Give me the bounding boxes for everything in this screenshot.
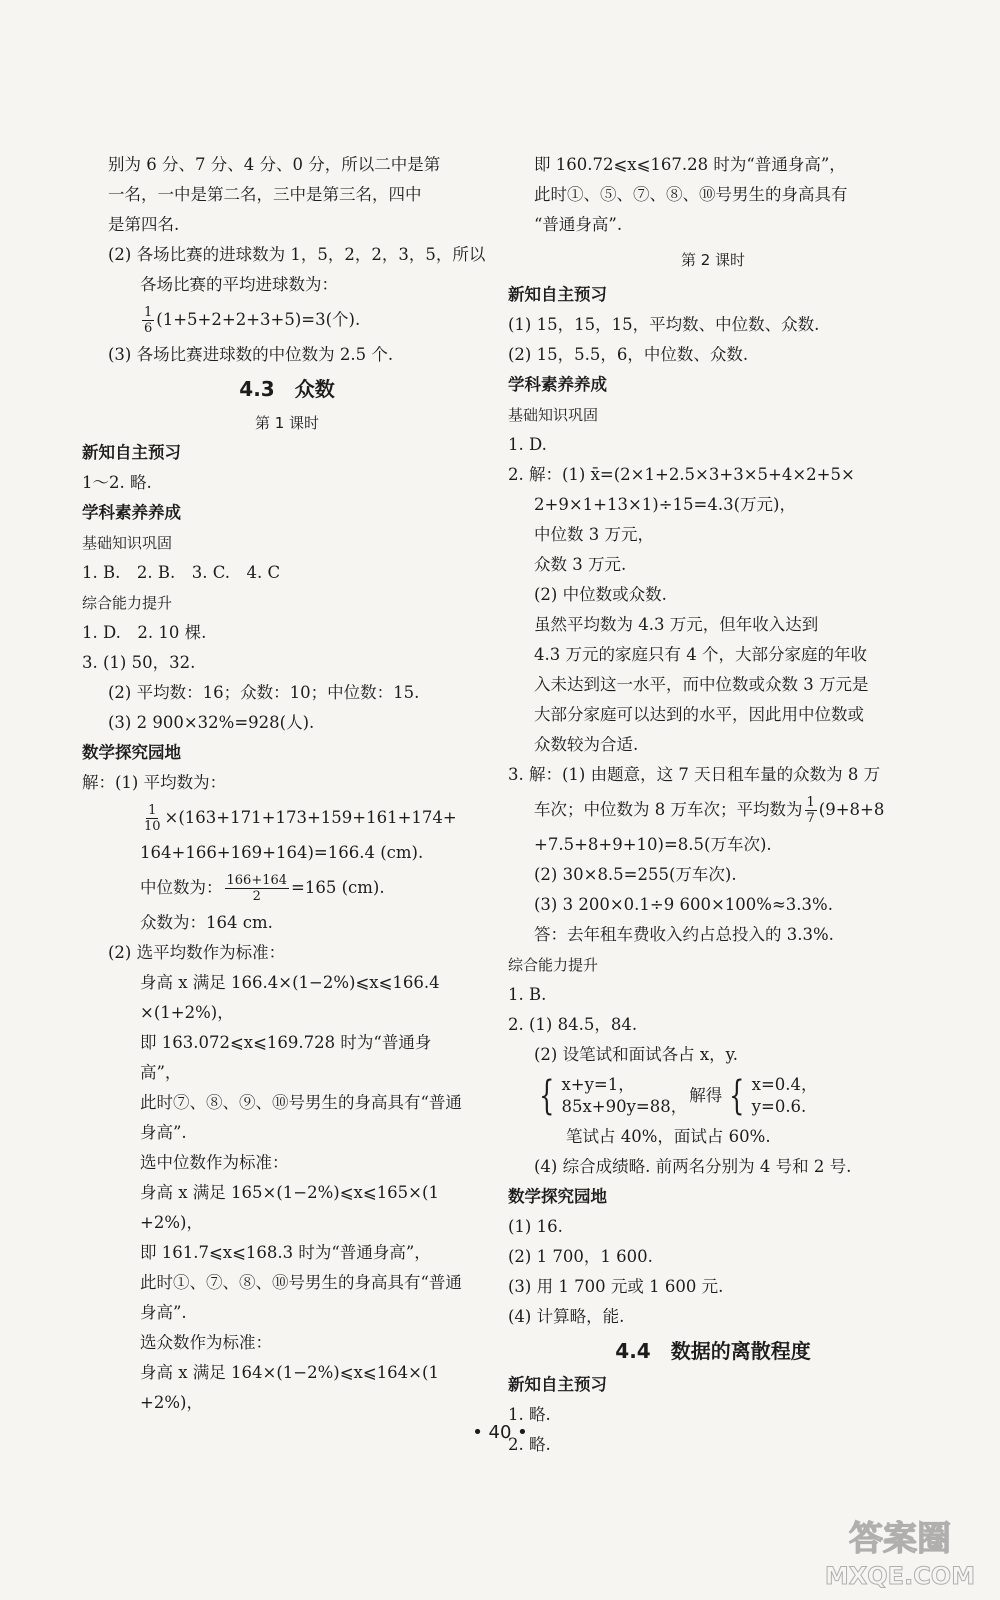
text-line: (2) 中位数或众数. [534,585,667,604]
text-line: 一名，一中是第二名，三中是第三名，四中 [108,185,422,204]
brace-icon: { [729,1073,745,1119]
text-line: ×(1+2%)， [140,1003,234,1022]
text-line: 虽然平均数为 4.3 万元，但年收入达到 [534,615,819,634]
text-line: +7.5+8+9+10)=8.5(万车次). [534,835,772,854]
watermark-url: MXQE.COM [824,1562,976,1590]
fraction: $\frac{1}{7}$ [806,794,815,826]
text-line: 是第四名. [108,215,180,234]
text-line: (1) 16. [508,1217,563,1236]
section-heading: 数学探究园地 [82,743,181,762]
text-line: 身高 x 满足 166.4×(1−2%)⩽x⩽166.4 [140,973,440,992]
text-line: (3) 2 900×32%=928(人). [108,713,315,732]
text-line: 选中位数作为标准： [140,1153,289,1172]
text-line: 身高 x 满足 164×(1−2%)⩽x⩽164×(1 [140,1363,439,1382]
subheading: 综合能力提升 [508,956,599,974]
left-column [82,150,492,1418]
equation-system: { x+y=1， 85x+90y=88， 解得 { x=0.4， y=0.6. [508,1070,918,1122]
lesson-title: 第 1 课时 [254,414,320,432]
text-line: 2. 略. [508,1435,551,1454]
text-line: 2. (1) 84.5，84. [508,1015,638,1034]
text-line: 1. D. 2. 10 棵. [82,623,207,642]
text-line: 此时①、⑦、⑧、⑩号男生的身高具有“普通 [140,1273,462,1292]
text-line: 别为 6 分、7 分、4 分、0 分，所以二中是第 [108,155,441,174]
text-line: (3) 用 1 700 元或 1 600 元. [508,1277,724,1296]
text-line: (2) 30×8.5=255(万车次). [534,865,737,884]
text-line: 身高 x 满足 165×(1−2%)⩽x⩽165×(1 [140,1183,439,1202]
text-line: 3. (1) 50，32. [82,653,196,672]
watermark-logo [815,1512,985,1592]
text-line: 各场比赛的平均进球数为： [140,275,338,294]
text-line: (4) 计算略，能. [508,1307,625,1326]
subheading: 综合能力提升 [82,594,173,612]
text-line: 此时⑦、⑧、⑨、⑩号男生的身高具有“普通 [140,1093,462,1112]
text-line: 众数较为合适. [534,735,639,754]
page-number: • 40 • [472,1422,528,1443]
section-heading: 新知自主预习 [508,1375,607,1394]
text-line: 身高”. [140,1123,187,1142]
text-line: (3) 3 200×0.1÷9 600×100%≈3.3%. [534,895,833,914]
text-line: 1. D. [508,435,547,454]
text-line: 解：(1) 平均数为： [82,773,227,792]
text-line: +2%)， [140,1213,203,1232]
text-line: 2. 解：(1) x̄=(2×1+2.5×3+3×5+4×2+5× [508,465,855,484]
text-line: (1) 15，15，15，平均数、中位数、众数. [508,315,820,334]
text-line: (2) 选平均数作为标准： [108,943,286,962]
right-column [508,150,918,1460]
text-line: 3. 解：(1) 由题意，这 7 天日租车量的众数为 8 万 [508,765,881,784]
text-line: +2%)， [140,1393,203,1412]
text-line: 众数 3 万元. [534,555,627,574]
section-heading: 学科素养养成 [508,375,607,394]
text-line: “普通身高”. [534,215,623,234]
text-line: 选众数作为标准： [140,1333,272,1352]
section-title: 4.4 数据的离散程度 [615,1339,811,1363]
section-heading: 新知自主预习 [82,443,181,462]
system-left: { x+y=1， 85x+90y=88， [539,1073,688,1119]
math-line: $\frac{1}{10}$ ×(163+171+173+159+161+174+ [144,802,457,834]
math-line: 车次；中位数为 8 万车次；平均数为 $\frac{1}{7}$ (9+8+8 [534,794,885,826]
math-line: 中位数为： $\frac{166+164}{2}$ =165 (cm). [140,872,385,904]
text-line: (2) 平均数：16；众数：10；中位数：15. [108,683,420,702]
section-title: 4.3 众数 [239,377,335,401]
brace-icon: { [539,1073,555,1119]
system-right: { x=0.4， y=0.6. [729,1073,818,1119]
text-line: (2) 1 700，1 600. [508,1247,653,1266]
text-line: 1. 略. [508,1405,551,1424]
fraction: $\frac{1}{6}$ [144,304,153,336]
text-line: 众数为：164 cm. [140,913,273,932]
text-line: 1. B. [508,985,547,1004]
watermark-text: 答案圈 [849,1519,951,1559]
text-line: (2) 15，5.5，6，中位数、众数. [508,345,749,364]
text-line: 即 160.72⩽x⩽167.28 时为“普通身高”， [534,155,846,174]
text-line: 此时①、⑤、⑦、⑧、⑩号男生的身高具有 [534,185,848,204]
text-line: 大部分家庭可以达到的水平，因此用中位数或 [534,705,864,724]
text-line: 即 163.072⩽x⩽169.728 时为“普通身 [140,1033,432,1052]
text-line: (4) 综合成绩略. 前两名分别为 4 号和 2 号. [534,1157,852,1176]
text-line: 笔试占 40%，面试占 60%. [566,1127,771,1146]
section-heading: 学科素养养成 [82,503,181,522]
subheading: 基础知识巩固 [82,534,173,552]
section-heading: 数学探究园地 [508,1187,607,1206]
fraction: $\frac{1}{10}$ [144,802,161,834]
text-line: (2) 各场比赛的进球数为 1，5，2，2，3，5，所以 [108,245,486,264]
subheading: 基础知识巩固 [508,406,599,424]
text-line: 中位数 3 万元， [534,525,654,544]
text-line: 身高”. [140,1303,187,1322]
text-line: 4.3 万元的家庭只有 4 个，大部分家庭的年收 [534,645,867,664]
fraction: $\frac{166+164}{2}$ [226,872,288,904]
text-line: 164+166+169+164)=166.4 (cm). [140,843,424,862]
text-line: 2+9×1+13×1)÷15=4.3(万元)， [534,495,796,514]
section-heading: 新知自主预习 [508,285,607,304]
text-line: (2) 设笔试和面试各占 x，y. [534,1045,739,1064]
lesson-title: 第 2 课时 [680,251,746,269]
text-line: 1～2. 略. [82,473,152,492]
text-line: 即 161.7⩽x⩽168.3 时为“普通身高”， [140,1243,431,1262]
math-line: $\frac{1}{6}$ (1+5+2+2+3+5)=3(个). [144,304,361,336]
text-line: 入未达到这一水平，而中位数或众数 3 万元是 [534,675,869,694]
text-line: 1. B. 2. B. 3. C. 4. C [82,563,281,582]
text-line: 答：去年租车费收入约占总投入的 3.3%. [534,925,834,944]
text-line: (3) 各场比赛进球数的中位数为 2.5 个. [108,345,394,364]
text-line: 高”， [140,1063,182,1082]
